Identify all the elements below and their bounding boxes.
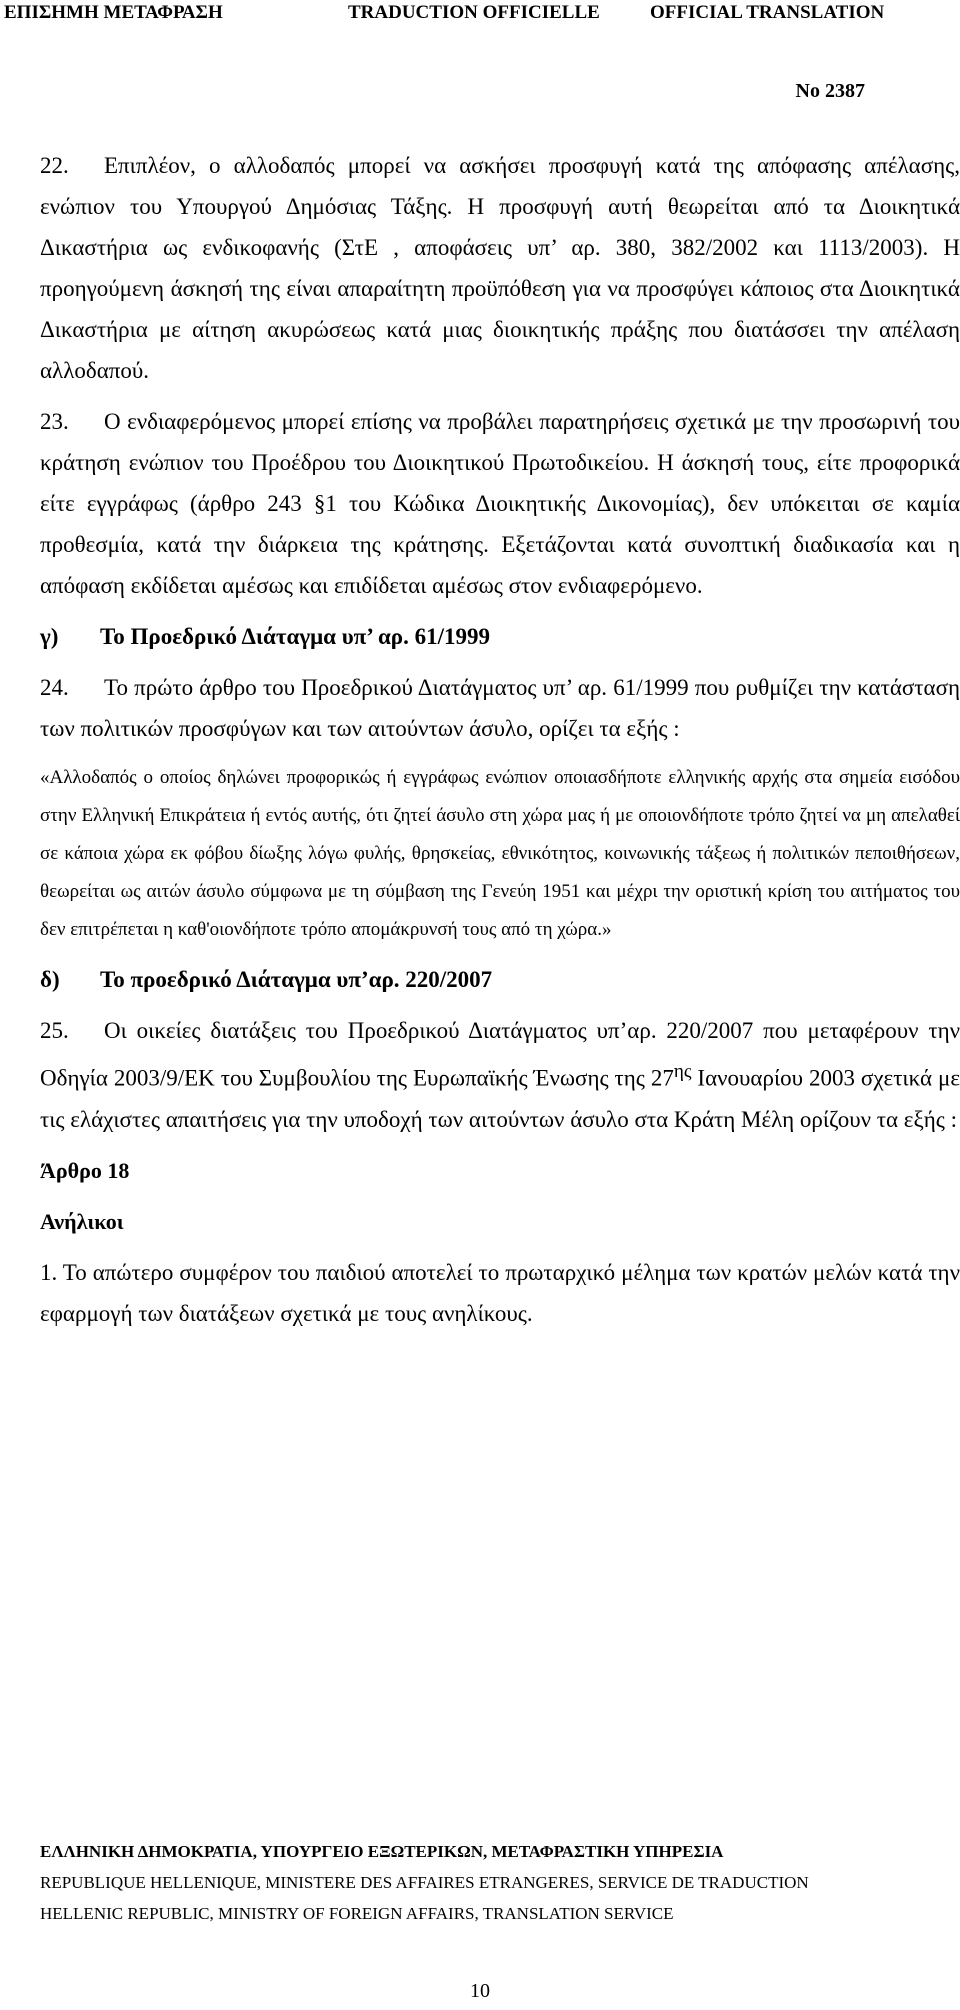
paragraph-text: Οι οικείες διατάξεις του Προεδρικού Διατάγματος υπ’αρ. 220/2007 που μεταφέρουν την Οδηγία 2003/9/ΕΚ του Συμβουλίου της Ευρωπαϊκής Ένωσης της 27 — [40, 1018, 960, 1091]
paragraph-22 — [40, 145, 960, 391]
footer-line-english: HELLENIC REPUBLIC, MINISTRY OF FOREIGN AFFAIRS, TRANSLATION SERVICE — [40, 1904, 674, 1923]
block-quote: «Αλλοδαπός ο οποίος δηλώνει προφορικώς ή εγγράφως ενώπιον οποιασδήποτε ελληνικής αρχής στα σημεία εισόδου στην Ελληνική Επικράτεια ή εντός αυτής, ότι ζητεί άσυλο στη χώρα μας ή με οποιονδήποτε τρόπο ζητεί να μη απελαθεί σε κάποια χώρα εκ φόβου δίωξης λόγω φυλής, θρησκείας, εθνικότητος, κοινωνικής τάξεως ή πολιτικών πεποιθήσεων, θεωρείται ως αιτών άσυλο σύμφωνα με τη σύμβαση της Γενεύη 1951 και μέχρι την οριστική κρίση του αιτήματος του δεν επιτρέπεται η καθ'οιονδήποτε τρόπο απομάκρυνσή τους από τη χώρα.» — [40, 767, 960, 940]
page-footer — [40, 1836, 940, 1929]
section-heading-d — [40, 959, 960, 1000]
section-title: Το Προεδρικό Διάταγμα υπ’ αρ. 61/1999 — [100, 624, 490, 649]
section-label: δ) — [40, 967, 60, 992]
paragraph-24 — [40, 667, 960, 749]
article-subtitle: Ανήλικοι — [40, 1208, 124, 1234]
header-label-french: TRADUCTION OFFICIELLE — [348, 2, 600, 23]
ordinal-superscript: ης — [673, 1061, 692, 1082]
footer-line-french: REPUBLIQUE HELLENIQUE, MINISTERE DES AFFAIRES ETRANGERES, SERVICE DE TRADUCTION — [40, 1873, 809, 1892]
paragraph-text: Επιπλέον, ο αλλοδαπός μπορεί να ασκήσει προσφυγή κατά της απόφασης απέλασης, ενώπιον του Υπουργού Δημόσιας Τάξης. Η προσφυγή αυτή θεωρείται από τα Διοικητικά Δικαστήρια ως ενδικοφανής (ΣτΕ , αποφάσεις υπ’ αρ. 380, 382/2002 και 1113/2003). Η προηγούμενη άσκησή της είναι απαραίτητη προϋπόθεση για να προσφύγει κάποιος στα Διοικητικά Δικαστήρια με αίτηση ακυρώσεως κατά μιας διοικητικής πράξης που διατάσσει την απέλαση αλλοδαπού. — [40, 153, 960, 383]
section-heading-g — [40, 616, 960, 657]
section-label: γ) — [40, 624, 59, 649]
header-label-greek: ΕΠΙΣΗΜΗ ΜΕΤΑΦΡΑΣΗ — [4, 2, 223, 23]
page-header — [0, 0, 960, 26]
paragraph-25 — [40, 1010, 960, 1140]
page-number: 10 — [470, 1980, 490, 2002]
paragraph-number: 25. — [40, 1018, 69, 1043]
paragraph-number: 22. — [40, 153, 69, 178]
article-title: Άρθρο 18 — [40, 1157, 130, 1183]
document-number: No 2387 — [795, 80, 865, 102]
footer-line-greek: ΕΛΛΗΝΙΚΗ ΔΗΜΟΚΡΑΤΙΑ, ΥΠΟΥΡΓΕΙΟ ΕΞΩΤΕΡΙΚΩΝ, ΜΕΤΑΦΡΑΣΤΙΚΗ ΥΠΗΡΕΣΙΑ — [40, 1842, 724, 1861]
section-title: Το προεδρικό Διάταγμα υπ’αρ. 220/2007 — [100, 967, 493, 992]
paragraph-text-continued: Ιανουαρίου 2003 σχετικά με τις ελάχιστες απαιτήσεις για την υποδοχή των αιτούντων άσυλο στα Κράτη Μέλη ορίζουν τα εξής : — [40, 1065, 960, 1132]
paragraph-text: Ο ενδιαφερόμενος μπορεί επίσης να προβάλει παρατηρήσεις σχετικά με την προσωρινή του κράτηση ενώπιον του Προέδρου του Διοικητικού Πρωτοδικείου. Η άσκησή τους, είτε προφορικά είτε εγγράφως (άρθρο 243 §1 του Κώδικα Διοικητικής Δικονομίας), δεν υπόκειται σε καμία προθεσμία, κατά την διάρκεια της κράτησης. Εξετάζονται κατά συνοπτική διαδικασία και η απόφαση εκδίδεται αμέσως και επιδίδεται αμέσως στον ενδιαφερόμενο. — [40, 409, 960, 598]
header-label-english: OFFICIAL TRANSLATION — [650, 2, 885, 23]
paragraph-number: 24. — [40, 675, 69, 700]
paragraph-23 — [40, 401, 960, 606]
paragraph-number: 23. — [40, 409, 69, 434]
document-body — [40, 145, 960, 1334]
article-paragraph-1: 1. Το απώτερο συμφέρον του παιδιού αποτελεί το πρωταρχικό μέλημα των κρατών μελών κατά την εφαρμογή των διατάξεων σχετικά με τους ανηλίκους. — [40, 1259, 960, 1326]
paragraph-text: Το πρώτο άρθρο του Προεδρικού Διατάγματος υπ’ αρ. 61/1999 που ρυθμίζει την κατάσταση των πολιτικών προσφύγων και των αιτούντων άσυλο, ορίζει τα εξής : — [40, 675, 960, 741]
